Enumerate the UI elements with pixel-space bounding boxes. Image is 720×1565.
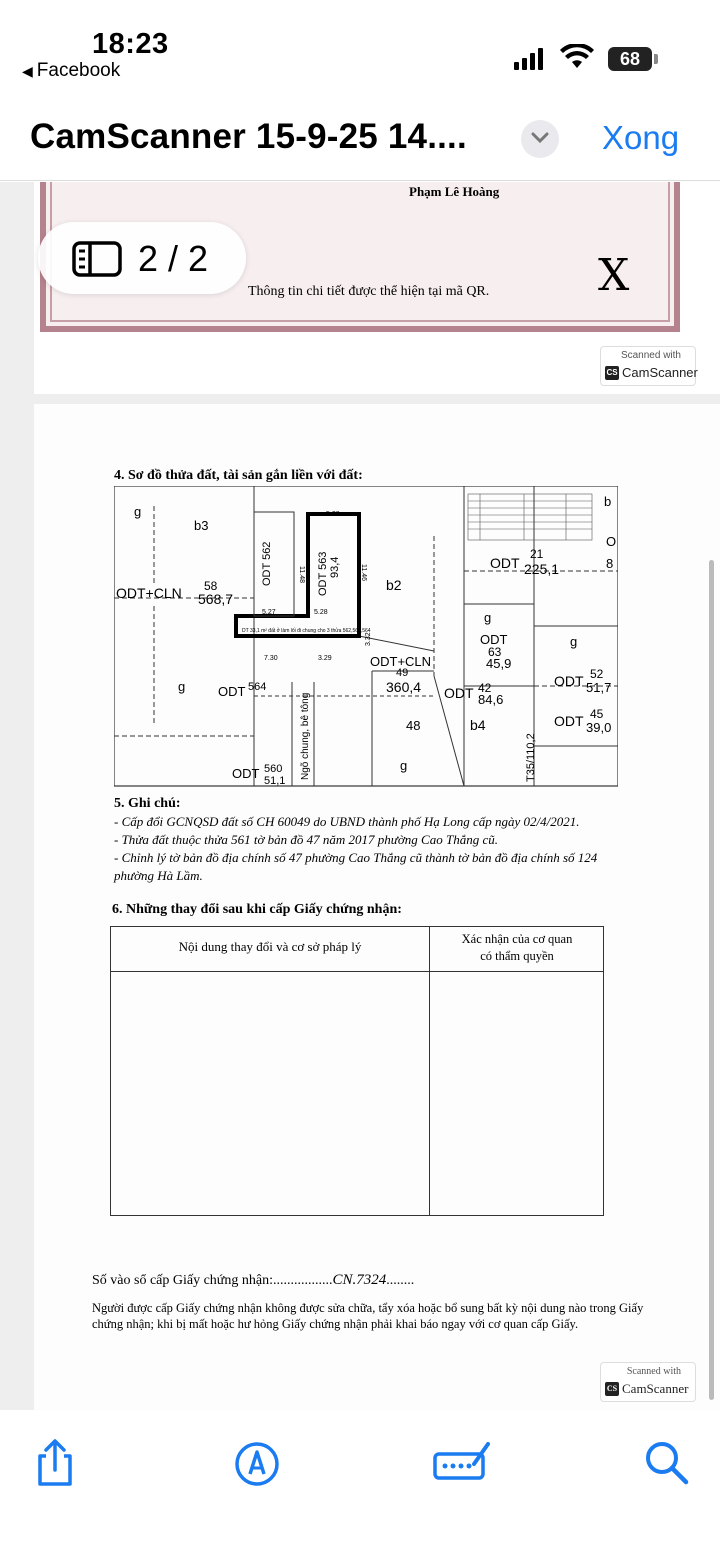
svg-text:ODT: ODT	[490, 555, 520, 571]
svg-text:Ngõ chung, bê tông: Ngõ chung, bê tông	[300, 692, 311, 780]
svg-text:52: 52	[590, 667, 604, 681]
table-header-confirmation: Xác nhận của cơ quan có thẩm quyền	[461, 932, 573, 963]
svg-text:ODT: ODT	[554, 673, 584, 689]
svg-text:ODT: ODT	[218, 684, 246, 699]
camscanner-text: CamScanner	[622, 1381, 689, 1396]
back-app-label: Facebook	[36, 60, 121, 81]
svg-text:48: 48	[406, 718, 421, 733]
document-title: CamScanner 15-9-25 14....	[30, 117, 467, 156]
svg-text:ODT+CLN: ODT+CLN	[116, 585, 182, 601]
cellular-signal-icon	[514, 48, 546, 70]
svg-text:45: 45	[590, 707, 604, 721]
page-2	[34, 404, 720, 1410]
svg-text:g: g	[484, 610, 492, 625]
markup-icon	[232, 1438, 282, 1488]
back-to-app-link[interactable]	[22, 60, 120, 82]
qr-note: Thông tin chi tiết được thể hiện tại mã QR.	[248, 284, 490, 299]
svg-text:45,9: 45,9	[486, 656, 512, 671]
registry-number: CN.7324	[332, 1272, 387, 1288]
svg-text:11.46: 11.46	[360, 564, 367, 581]
back-triangle-icon: ◀	[22, 63, 33, 79]
svg-text:568,7: 568,7	[198, 591, 234, 607]
svg-text:58: 58	[204, 579, 218, 593]
thumbnails-icon	[72, 241, 122, 277]
bottom-toolbar	[0, 1410, 720, 1565]
svg-text:39,0: 39,0	[586, 720, 612, 735]
share-button[interactable]	[30, 1438, 80, 1488]
svg-text:ODT: ODT	[480, 632, 508, 647]
svg-text:7.30: 7.30	[264, 655, 278, 662]
table-header-changes: Nội dung thay đổi và cơ sở pháp lý	[178, 939, 362, 954]
camscanner-logo-icon: CS	[605, 1382, 619, 1396]
svg-text:ODT: ODT	[554, 713, 584, 729]
svg-text:84,6: 84,6	[478, 692, 504, 707]
section-6-title: 6. Những thay đổi sau khi cấp Giấy chứng nhận:	[112, 902, 402, 917]
svg-text:11.48: 11.48	[298, 566, 305, 583]
svg-text:49: 49	[396, 667, 409, 679]
svg-text:T35/110,2: T35/110,2	[525, 733, 537, 782]
signer-name: Phạm Lê Hoàng	[409, 184, 500, 199]
camscanner-logo-icon: CS	[605, 366, 619, 380]
svg-text:b: b	[604, 494, 612, 509]
parcel-map	[114, 486, 618, 790]
svg-text:51,1: 51,1	[264, 775, 286, 787]
svg-text:5.28: 5.28	[314, 609, 328, 616]
warning-text: Người được cấp Giấy chứng nhận không được sửa chữa, tẩy xóa hoặc bổ sung bất kỳ nội dung nào trong Giấy chứng nhận; khi bị mất hoặc hư hỏng Giấy chứng nhận phải khai báo ngay với cơ quan cấp Giấy.	[92, 1301, 644, 1331]
section-4-title: 4. Sơ đồ thửa đất, tài sản gắn liền với đất:	[114, 468, 363, 483]
svg-text:ODT 562: ODT 562	[261, 541, 273, 586]
document-viewer[interactable]	[0, 182, 720, 1410]
svg-text:b4: b4	[470, 717, 486, 733]
scanned-with-text: Scanned with	[626, 1366, 681, 1377]
svg-text:21: 21	[530, 547, 544, 561]
page-indicator[interactable]	[38, 222, 246, 294]
svg-text:ODT: ODT	[232, 766, 260, 781]
svg-text:560: 560	[264, 763, 283, 775]
markup-button[interactable]	[232, 1438, 282, 1488]
svg-text:564: 564	[248, 681, 267, 693]
svg-text:g: g	[570, 634, 578, 649]
svg-text:225,1: 225,1	[524, 561, 560, 577]
chevron-down-icon	[531, 132, 549, 144]
search-button[interactable]	[642, 1438, 692, 1488]
battery-icon: 68	[608, 47, 652, 71]
svg-text:b3: b3	[194, 518, 209, 533]
signature-icon	[432, 1438, 492, 1488]
note-line-1: - Cấp đổi GCNQSD đất số CH 60049 do UBND thành phố Hạ Long cấp ngày 02/4/2021.	[114, 814, 580, 829]
svg-text:5.28: 5.28	[326, 511, 340, 518]
changes-table	[110, 926, 604, 1216]
document-title-bar	[0, 95, 720, 181]
svg-text:42: 42	[478, 681, 492, 695]
signature-mark: X	[598, 250, 630, 301]
search-icon	[642, 1438, 692, 1488]
camscanner-watermark	[600, 346, 696, 386]
svg-text:ODT: ODT	[444, 685, 474, 701]
camscanner-watermark-2	[600, 1362, 696, 1402]
page-count: 2 / 2	[138, 238, 209, 279]
svg-text:g: g	[178, 679, 186, 694]
svg-text:360,4: 360,4	[386, 679, 422, 695]
note-line-3: - Chỉnh lý tờ bản đồ địa chính số 47 phường Cao Thắng cũ thành tờ bản đồ địa chính số 124	[114, 850, 598, 865]
wifi-icon	[560, 44, 594, 70]
svg-text:93,4: 93,4	[329, 556, 341, 578]
svg-text:3.32: 3.32	[365, 632, 372, 646]
svg-text:5.27: 5.27	[262, 609, 276, 616]
done-button[interactable]: Xong	[602, 119, 680, 156]
scanned-with-text: Scanned with	[620, 350, 681, 361]
camscanner-text: CamScanner	[622, 365, 698, 380]
svg-text:ODT+CLN: ODT+CLN	[370, 654, 432, 669]
note-line-2: - Thửa đất thuộc thửa 561 tờ bản đồ 47 năm 2017 phường Cao Thắng cũ.	[114, 832, 498, 847]
svg-text:O: O	[606, 534, 617, 549]
status-time: 18:23	[92, 28, 169, 60]
section-5-title: 5. Ghi chú:	[114, 796, 181, 811]
svg-text:8: 8	[606, 556, 614, 571]
svg-text:3.29: 3.29	[318, 655, 332, 662]
signature-button[interactable]	[432, 1438, 492, 1488]
svg-text:DT 33,1 m² đất ở làm lối đi ch: DT 33,1 m² đất ở làm lối đi chung cho 3 thửa 562,563,564	[242, 628, 371, 634]
svg-text:63: 63	[488, 645, 502, 659]
svg-text:b2: b2	[386, 577, 402, 593]
scroll-indicator[interactable]	[709, 560, 714, 1400]
note-line-4: phường Hà Lầm.	[114, 868, 203, 883]
svg-text:ODT 563: ODT 563	[317, 551, 329, 596]
status-bar	[0, 0, 720, 90]
svg-text:g: g	[134, 504, 142, 519]
svg-text:g: g	[400, 758, 408, 773]
svg-text:51,7: 51,7	[586, 680, 612, 695]
battery-cap	[654, 54, 658, 64]
registry-number-line: Số vào sổ cấp Giấy chứng nhận:.................CN.7324........	[92, 1272, 415, 1288]
share-icon	[30, 1438, 80, 1488]
title-menu-button[interactable]	[521, 120, 559, 158]
